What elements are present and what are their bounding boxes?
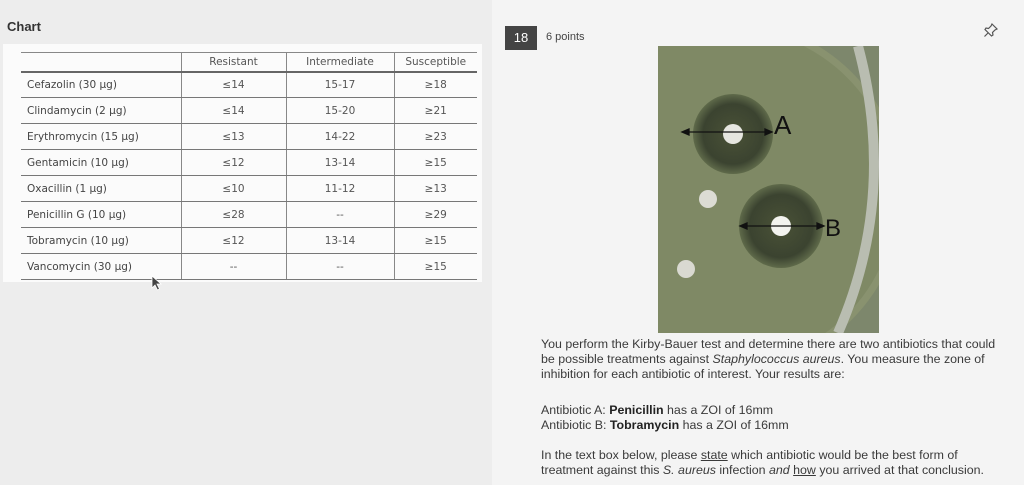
susceptible-cell: ≥18 bbox=[394, 72, 477, 98]
susceptible-cell: ≥15 bbox=[394, 150, 477, 176]
chart-title: Chart bbox=[7, 19, 41, 34]
table-row bbox=[21, 228, 477, 254]
resistant-cell: ≤28 bbox=[181, 202, 286, 228]
drug-cell: Tobramycin (10 µg) bbox=[21, 228, 181, 254]
pin-icon[interactable] bbox=[983, 22, 999, 38]
table-row bbox=[21, 202, 477, 228]
drug-cell: Vancomycin (30 µg) bbox=[21, 254, 181, 280]
table-row bbox=[21, 72, 477, 98]
header-resistant: Resistant bbox=[181, 53, 286, 72]
resistant-cell: ≤14 bbox=[181, 98, 286, 124]
susceptible-cell: ≥13 bbox=[394, 176, 477, 202]
intermediate-cell: 11-12 bbox=[286, 176, 394, 202]
susceptible-cell: ≥15 bbox=[394, 228, 477, 254]
intermediate-cell: 14-22 bbox=[286, 124, 394, 150]
table-row bbox=[21, 98, 477, 124]
zone-label-b: B bbox=[825, 215, 842, 242]
susceptible-cell: ≥29 bbox=[394, 202, 477, 228]
mic-chart-image bbox=[3, 44, 482, 282]
chart-panel bbox=[0, 0, 492, 485]
resistant-cell: ≤14 bbox=[181, 72, 286, 98]
table-row bbox=[21, 124, 477, 150]
header-drug bbox=[21, 53, 181, 72]
drug-cell: Cefazolin (30 µg) bbox=[21, 72, 181, 98]
intermediate-cell: -- bbox=[286, 202, 394, 228]
intermediate-cell: -- bbox=[286, 254, 394, 280]
zone-label-a: A bbox=[774, 110, 792, 140]
result-antibiotic-b: Antibiotic B: Tobramycin has a ZOI of 16mm bbox=[541, 418, 789, 432]
table-header-row bbox=[21, 53, 477, 72]
table-row bbox=[21, 150, 477, 176]
petri-dish-image bbox=[658, 46, 879, 333]
drug-cell: Gentamicin (10 µg) bbox=[21, 150, 181, 176]
question-number: 18 bbox=[505, 26, 537, 50]
drug-cell: Oxacillin (1 µg) bbox=[21, 176, 181, 202]
susceptible-cell: ≥23 bbox=[394, 124, 477, 150]
susceptible-cell: ≥15 bbox=[394, 254, 477, 280]
table-row bbox=[21, 254, 477, 280]
organism-name: Staphylococcus aureus bbox=[712, 352, 841, 366]
resistant-cell: ≤12 bbox=[181, 228, 286, 254]
susceptible-cell: ≥21 bbox=[394, 98, 477, 124]
drug-cell: Clindamycin (2 µg) bbox=[21, 98, 181, 124]
intermediate-cell: 13-14 bbox=[286, 228, 394, 254]
result-antibiotic-a: Antibiotic A: Penicillin has a ZOI of 16mm bbox=[541, 403, 774, 417]
resistant-cell: ≤10 bbox=[181, 176, 286, 202]
resistant-cell: -- bbox=[181, 254, 286, 280]
question-points: 6 points bbox=[546, 31, 585, 43]
resistant-cell: ≤12 bbox=[181, 150, 286, 176]
mic-table bbox=[21, 52, 477, 280]
question-intro: You perform the Kirby-Bauer test and determine there are two antibiotics that could be possible treatments against Staphylococcus aureus. You measure the zone of inhibition for each antibiotic of interest. Your results are: bbox=[541, 337, 996, 381]
mouse-pointer-icon bbox=[151, 275, 163, 291]
header-susceptible: Susceptible bbox=[394, 53, 477, 72]
table-row bbox=[21, 176, 477, 202]
question-instructions: In the text box below, please state which antibiotic would be the best form of treatment against this S. aureus infection and how you arrived at that conclusion. bbox=[541, 448, 984, 477]
drug-cell: Penicillin G (10 µg) bbox=[21, 202, 181, 228]
header-intermediate: Intermediate bbox=[286, 53, 394, 72]
intermediate-cell: 13-14 bbox=[286, 150, 394, 176]
resistant-cell: ≤13 bbox=[181, 124, 286, 150]
intermediate-cell: 15-20 bbox=[286, 98, 394, 124]
intermediate-cell: 15-17 bbox=[286, 72, 394, 98]
drug-cell: Erythromycin (15 µg) bbox=[21, 124, 181, 150]
